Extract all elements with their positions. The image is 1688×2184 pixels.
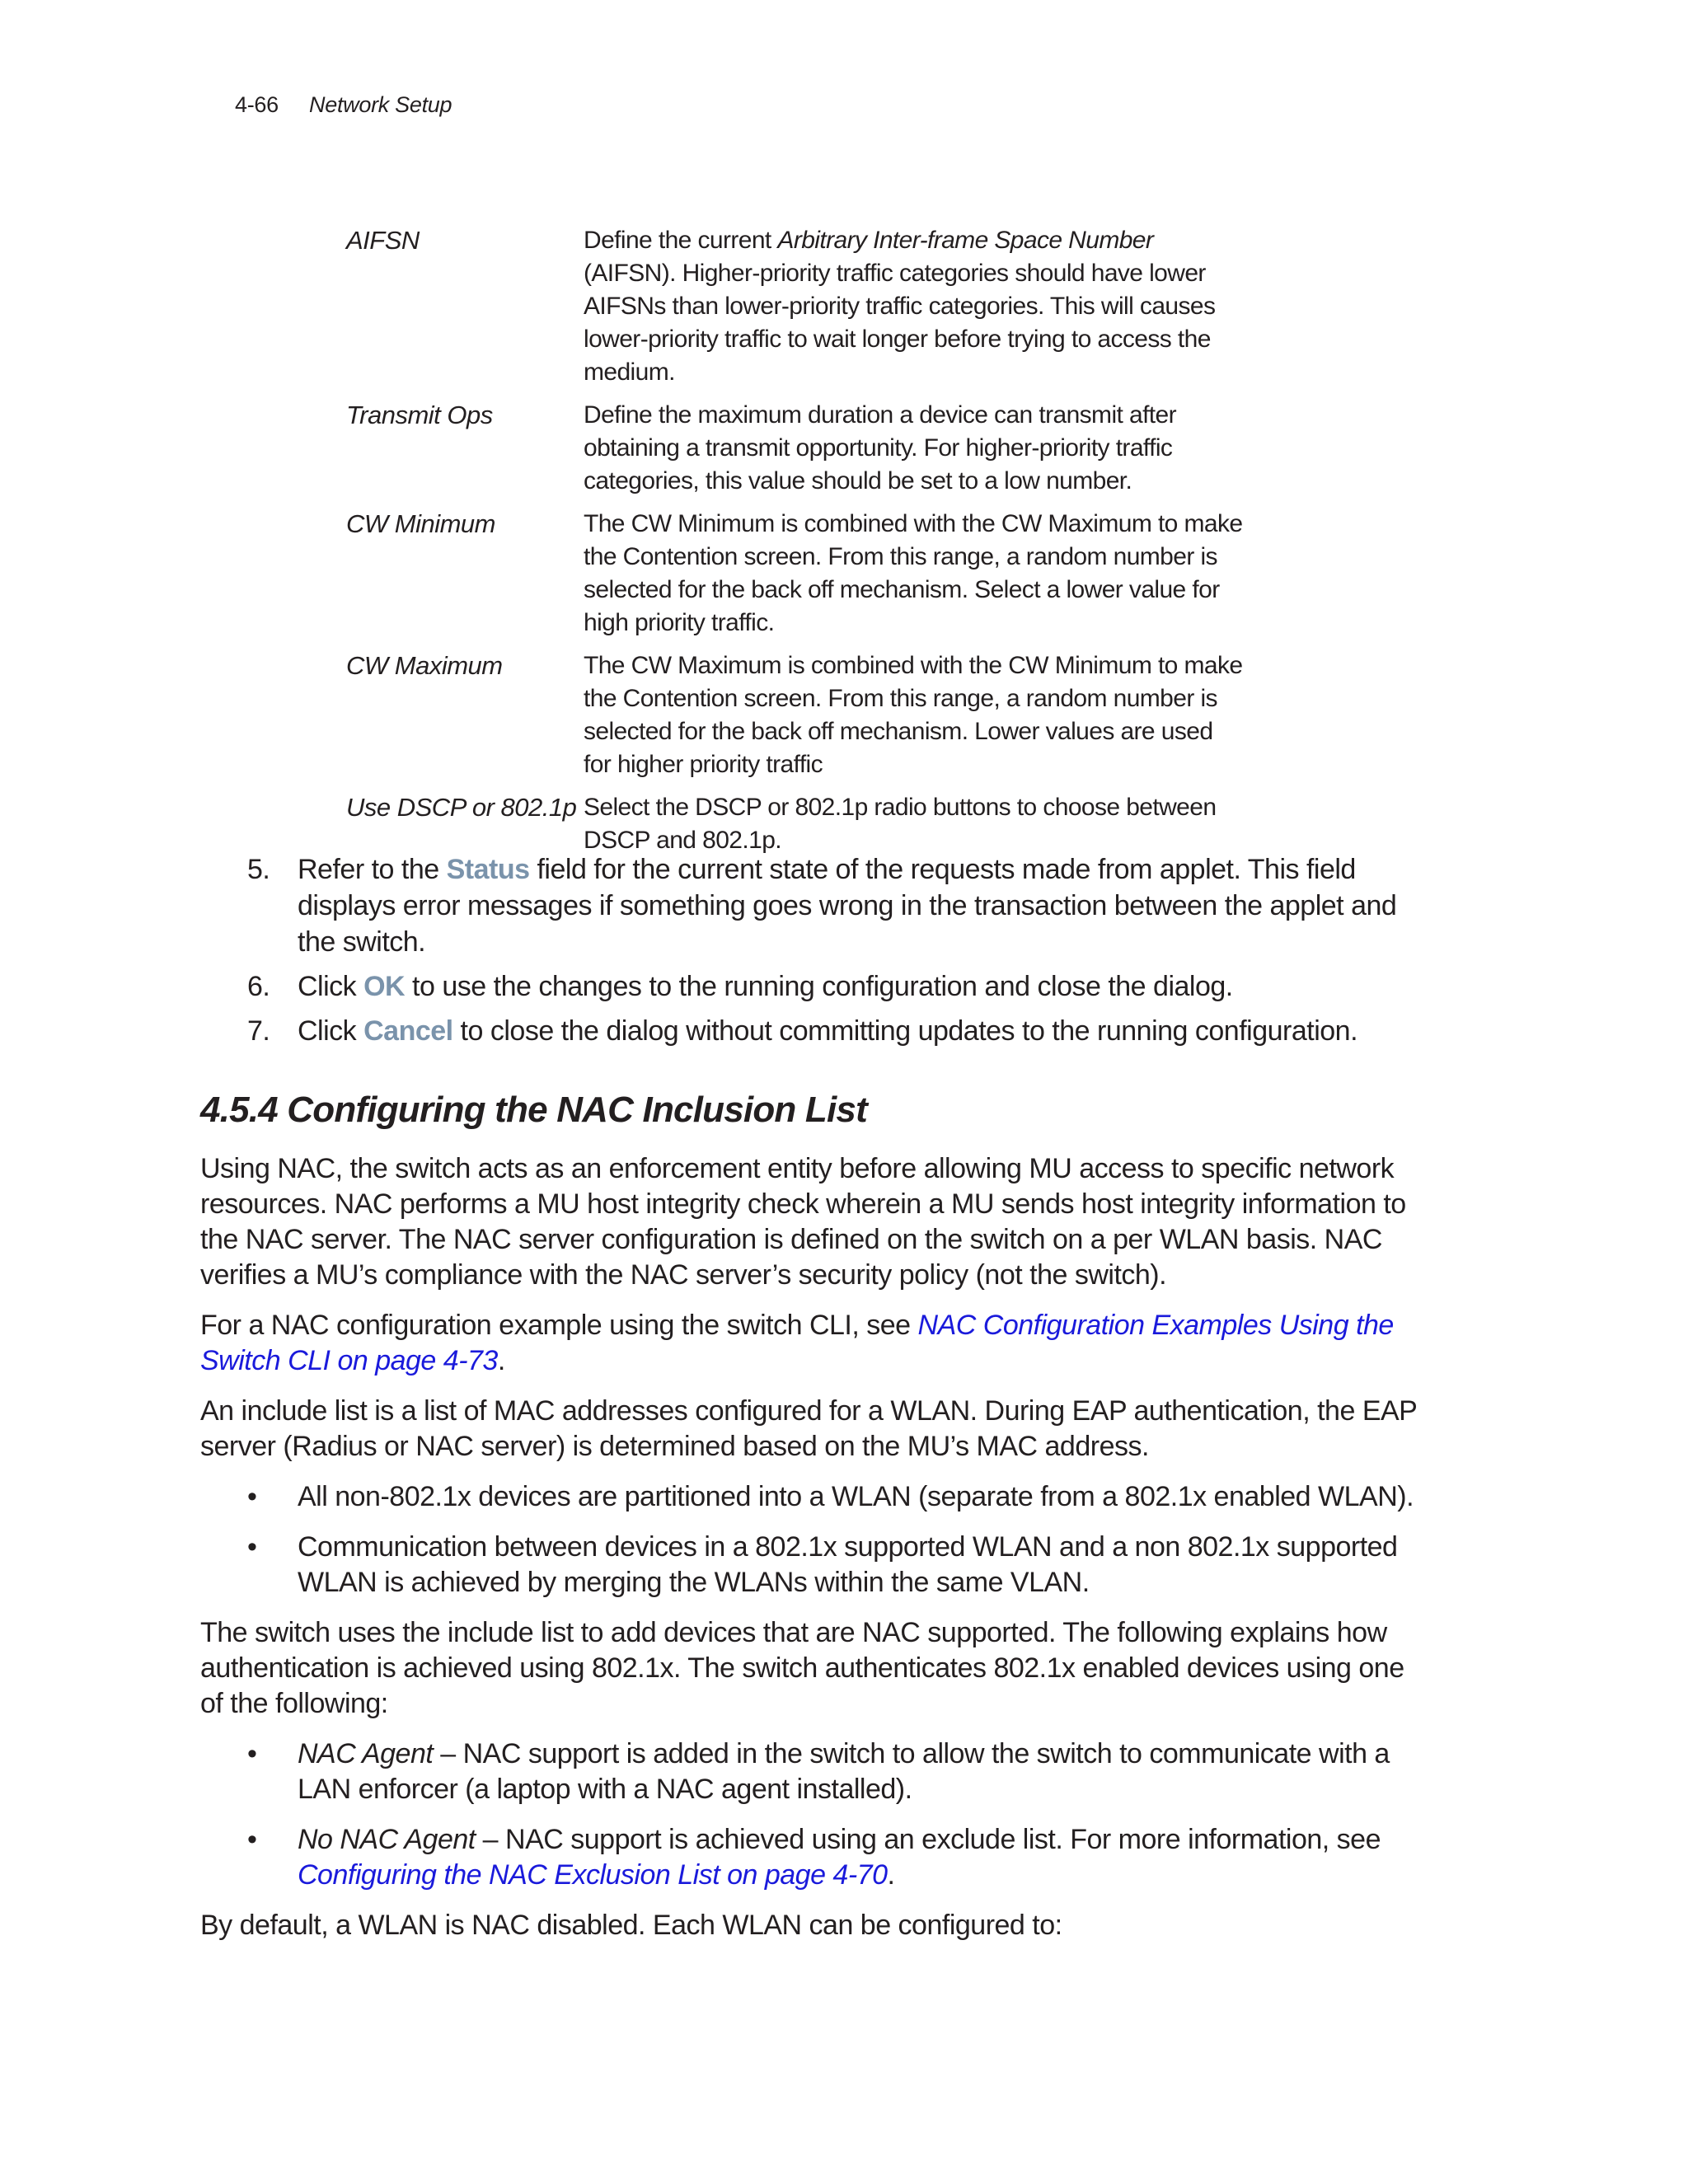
step-number: 5. [247, 854, 270, 885]
parameter-description: Define the current Arbitrary Inter-frame Space Number (AIFSN). Higher-priority traffic categories should have lower AIFSNs than lower-priority traffic categories. This will causes lower-priority traffic to wait longer before trying to access the medium. [584, 227, 1216, 386]
step-item [247, 1013, 1418, 1049]
bullet-icon: • [247, 1481, 257, 1512]
cross-reference-link[interactable]: NAC Configuration Examples Using the Switch CLI on page 4-73 [200, 1310, 1394, 1376]
ui-reference-cancel: Cancel [363, 1015, 453, 1047]
paragraph: The switch uses the include list to add devices that are NAC supported. The following explains how authentication is achieved using 802.1x. The switch authenticates 802.1x enabled devices using one of the following: [200, 1617, 1404, 1719]
procedure-steps [247, 851, 1418, 1057]
list-item [200, 1736, 1420, 1807]
list-item-text: Communication between devices in a 802.1x supported WLAN and a non 802.1x supported WLAN is achieved by merging the WLANs within the same VLAN. [298, 1531, 1398, 1598]
parameter-table [346, 224, 1253, 867]
step-text: Refer to the Status field for the current state of the requests made from applet. This field displays error messages if something goes wrong in the transaction between the applet and the switch. [298, 854, 1397, 958]
paragraph: By default, a WLAN is NAC disabled. Each WLAN can be configured to: [200, 1910, 1062, 1941]
section-heading: 4.5.4 Configuring the NAC Inclusion List [200, 1090, 867, 1130]
parameter-description: Define the maximum duration a device can transmit after obtaining a transmit opportunity. For higher-priority traffic categories, this value should be set to a low number. [584, 401, 1177, 494]
bullet-icon: • [247, 1738, 257, 1769]
step-text: Click OK to use the changes to the running configuration and close the dialog. [298, 971, 1233, 1002]
step-number: 7. [247, 1015, 270, 1047]
parameter-term: Transmit Ops [346, 401, 493, 429]
step-item [247, 968, 1418, 1005]
list-item [200, 1530, 1420, 1601]
parameter-term: CW Minimum [346, 509, 495, 538]
parameter-term: AIFSN [346, 226, 420, 255]
list-item [200, 1479, 1420, 1515]
parameter-description: Select the DSCP or 802.1p radio buttons to choose between DSCP and 802.1p. [584, 794, 1217, 854]
cross-reference-link[interactable]: Configuring the NAC Exclusion List on page 4-70 [298, 1859, 888, 1891]
bullet-icon: • [247, 1531, 257, 1563]
list-item-text: NAC Agent – NAC support is added in the switch to allow the switch to communicate with a LAN enforcer (a laptop with a NAC agent installed). [298, 1738, 1390, 1805]
term-expansion: Arbitrary Inter-frame Space Number [777, 227, 1154, 254]
bullet-list [200, 1479, 1420, 1601]
parameter-term: Use DSCP or 802.1p [346, 793, 577, 822]
parameter-row [346, 649, 1253, 781]
ui-reference-status: Status [446, 854, 530, 885]
list-item [200, 1822, 1420, 1893]
page-number: 4-66 [235, 92, 279, 117]
list-item-text: No NAC Agent – NAC support is achieved using an exclude list. For more information, see Configuring the NAC Exclusion List on page 4-70. [298, 1824, 1381, 1891]
list-item-term: NAC Agent [298, 1738, 434, 1769]
paragraph: For a NAC configuration example using the switch CLI, see NAC Configuration Examples Using the Switch CLI on page 4-73. [200, 1310, 1394, 1376]
list-item-text: All non-802.1x devices are partitioned into a WLAN (separate from a 802.1x enabled WLAN). [298, 1481, 1414, 1512]
step-item [247, 851, 1418, 960]
step-text: Click Cancel to close the dialog without committing updates to the running configuration. [298, 1015, 1358, 1047]
parameter-description: The CW Maximum is combined with the CW Minimum to make the Contention screen. From this range, a random number is selected for the back off mechanism. Lower values are used for higher priority traffic [584, 652, 1243, 778]
paragraph: An include list is a list of MAC addresses configured for a WLAN. During EAP authentication, the EAP server (Radius or NAC server) is determined based on the MU’s MAC address. [200, 1395, 1417, 1462]
step-number: 6. [247, 971, 270, 1002]
parameter-description: The CW Minimum is combined with the CW Maximum to make the Contention screen. From this range, a random number is selected for the back off mechanism. Select a lower value for high priority traffic. [584, 510, 1243, 636]
parameter-term: CW Maximum [346, 651, 503, 680]
list-item-term: No NAC Agent [298, 1824, 476, 1855]
bullet-list [200, 1736, 1420, 1893]
parameter-row [346, 399, 1253, 498]
parameter-row [346, 791, 1253, 857]
parameter-row [346, 224, 1253, 389]
running-section-title: Network Setup [309, 92, 452, 117]
page-header [235, 92, 452, 118]
bullet-icon: • [247, 1824, 257, 1855]
parameter-row [346, 508, 1253, 640]
ui-reference-ok: OK [363, 971, 406, 1002]
paragraph: Using NAC, the switch acts as an enforcement entity before allowing MU access to specific network resources. NAC performs a MU host integrity check wherein a MU sends host integrity information to the NAC server. The NAC server configuration is defined on the switch on a per WLAN basis. NAC verifies a MU’s compliance with the NAC server’s security policy (not the switch). [200, 1153, 1406, 1291]
section-body [200, 1151, 1420, 1958]
